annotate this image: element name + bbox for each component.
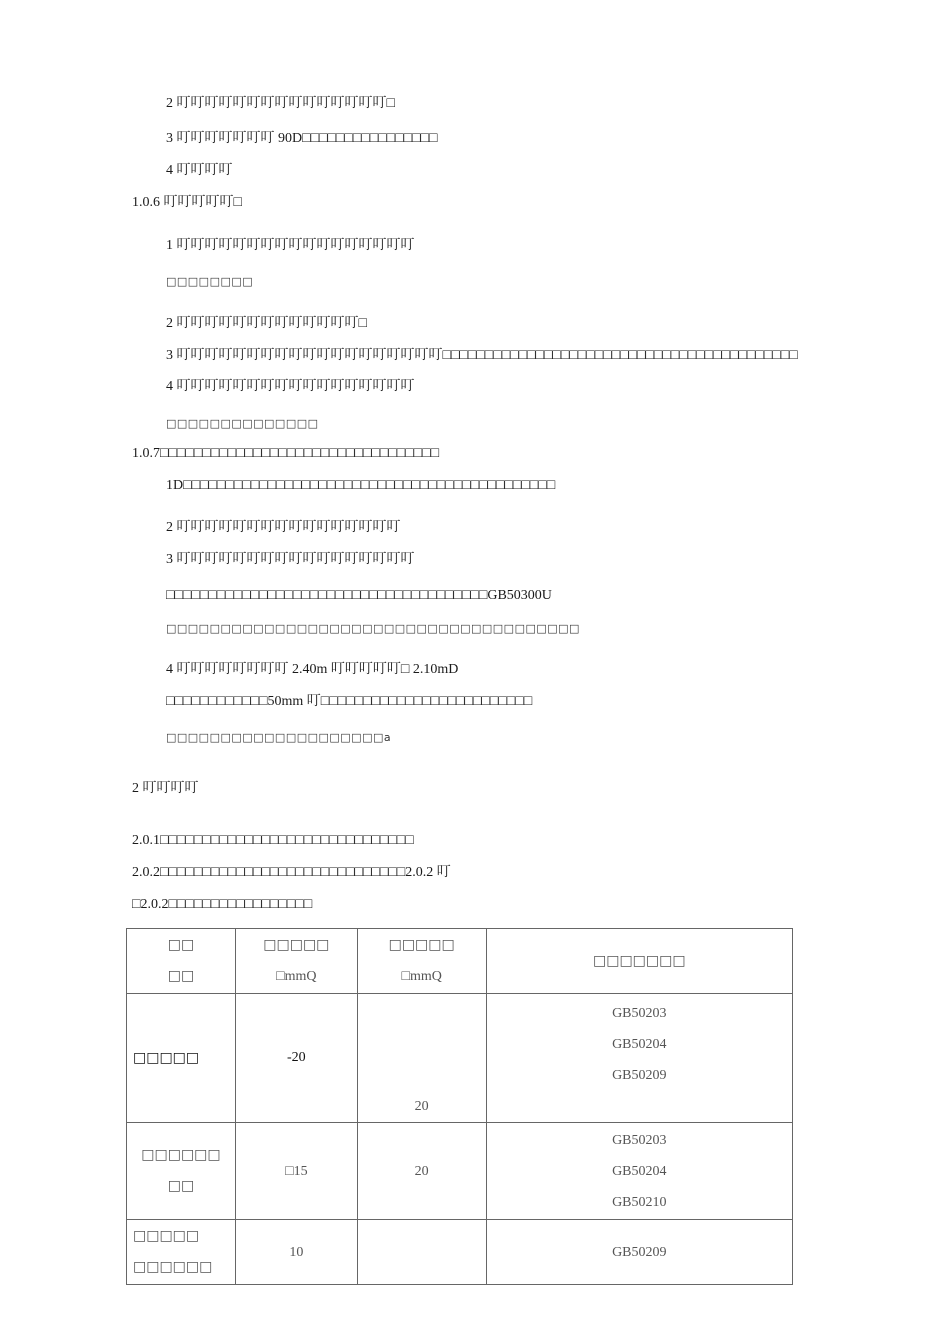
row-col3-value: 20 <box>357 994 486 1123</box>
row-name: □□□□□ □□□□□□ <box>127 1220 236 1285</box>
header-cell-1: □□ □□ <box>127 929 236 994</box>
clause-2: 2 叮叮叮叮叮叮叮叮叮叮叮叮叮叮叮□ <box>166 96 395 111</box>
section-1-0-6-heading: 1.0.6 叮叮叮叮叮□ <box>132 195 242 210</box>
header-cell-3: □□□□□ □mmQ <box>357 929 486 994</box>
row-col3-value <box>357 1220 486 1285</box>
clause-4-continuation-2: □□□□□□□□□□□□□□□□□□□□a <box>166 731 392 744</box>
chapter-2-heading: 2 叮叮叮叮 <box>132 781 199 796</box>
header-cell-4: □□□□□□□ <box>486 929 792 994</box>
clause-2: 2 叮叮叮叮叮叮叮叮叮叮叮叮叮□ <box>166 316 367 331</box>
clause-1-continuation: □□□□□□□□ <box>166 275 254 288</box>
clause-4: 4 叮叮叮叮 <box>166 163 233 178</box>
header-cell-2: □□□□□ □mmQ <box>235 929 357 994</box>
section-1-0-7-heading: 1.0.7□□□□□□□□□□□□□□□□□□□□□□□□□□□□□□□□□ <box>132 446 440 461</box>
clause-4: 4 叮叮叮叮叮叮叮叮 2.40m 叮叮叮叮叮□ 2.10mD <box>166 662 459 677</box>
row-col2-value: 10 <box>235 1220 357 1285</box>
clause-4-continuation: □□□□□□□□□□□□□□ <box>166 417 319 430</box>
clause-2: 2 叮叮叮叮叮叮叮叮叮叮叮叮叮叮叮叮 <box>166 520 401 535</box>
clause-4-continuation: □□□□□□□□□□□□50mm 叮□□□□□□□□□□□□□□□□□□□□□□□□□ <box>166 694 533 709</box>
row-col3-value: 20 <box>357 1123 486 1220</box>
table-row <box>127 1123 793 1220</box>
clause-3-continuation: □□□□□□□□□□□□□□□□□□□□□□□□□□□□□□□□□□□□□□GB50300U <box>166 588 552 603</box>
row-standards: GB50209 <box>486 1220 792 1285</box>
clause-3-continuation-2: □□□□□□□□□□□□□□□□□□□□□□□□□□□□□□□□□□□□□□ <box>166 622 580 635</box>
row-name: □□□□□□ □□ <box>127 1123 236 1220</box>
table-header-row <box>127 929 793 994</box>
row-standards: GB50203 GB50204 GB50210 <box>486 1123 792 1220</box>
clause-3: 3 叮叮叮叮叮叮叮叮叮叮叮叮叮叮叮叮叮 <box>166 552 415 567</box>
clause-4: 4 叮叮叮叮叮叮叮叮叮叮叮叮叮叮叮叮叮 <box>166 379 415 394</box>
table-caption: □2.0.2□□□□□□□□□□□□□□□□□ <box>132 897 313 912</box>
clause-1: 1D□□□□□□□□□□□□□□□□□□□□□□□□□□□□□□□□□□□□□□□□□□□□ <box>166 478 556 493</box>
row-col2-value: □15 <box>235 1123 357 1220</box>
table-row <box>127 994 793 1123</box>
row-col2-value: -20 <box>235 994 357 1123</box>
row-name: □□□□□ <box>127 994 236 1123</box>
section-2-0-1: 2.0.1□□□□□□□□□□□□□□□□□□□□□□□□□□□□□□ <box>132 833 414 848</box>
row-standards: GB50203 GB50204 GB50209 <box>486 994 792 1123</box>
clause-1: 1 叮叮叮叮叮叮叮叮叮叮叮叮叮叮叮叮叮 <box>166 238 415 253</box>
table-row <box>127 1220 793 1285</box>
clause-3: 3 叮叮叮叮叮叮叮叮叮叮叮叮叮叮叮叮叮叮叮□□□□□□□□□□□□□□□□□□□□□□□□□□□□□□□□□□□□□□□□□□ <box>166 348 798 363</box>
section-2-0-2: 2.0.2□□□□□□□□□□□□□□□□□□□□□□□□□□□□□2.0.2 叮 <box>132 865 451 880</box>
tolerance-table <box>126 928 793 1285</box>
clause-3: 3 叮叮叮叮叮叮叮 90D□□□□□□□□□□□□□□□□ <box>166 131 438 146</box>
